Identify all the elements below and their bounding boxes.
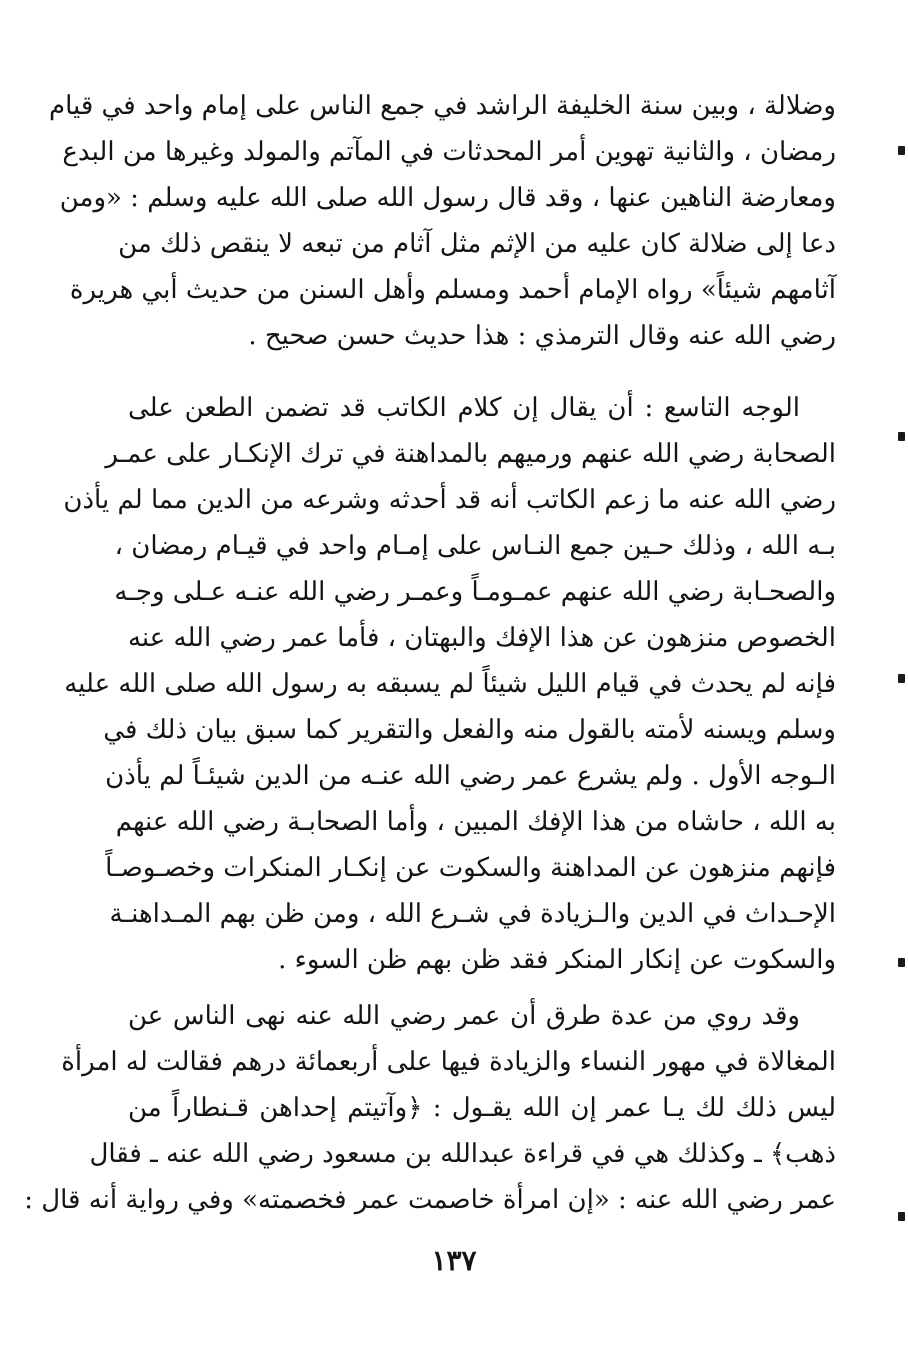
text-line: رمضان ، والثانية تهوين أمر المحدثات في المآتم والمولد وغيرها من البدع bbox=[62, 137, 836, 167]
text-line: فإنه لم يحدث في قيام الليل شيئاً لم يسبقه به رسول الله صلى الله عليه bbox=[64, 669, 836, 699]
text-line: الـوجه الأول . ولم يشرع عمر رضي الله عنـه من الدين شيئـاً لم يأذن bbox=[105, 761, 836, 791]
text-line: ليس ذلك لك يـا عمر إن الله يقـول : ﴿وآتيتم إحداهن قـنطاراً من bbox=[128, 1093, 836, 1123]
text-line: الوجه التاسع : أن يقال إن كلام الكاتب قد تضمن الطعن على bbox=[128, 393, 800, 423]
text-line: الإحـداث في الدين والـزيادة في شـرع الله ، ومن ظن بهم المـداهنـة bbox=[109, 899, 836, 929]
paragraph-2 bbox=[63, 386, 836, 986]
text-line: المغالاة في مهور النساء والزيادة فيها على أربعمائة درهم فقالت له امرأة bbox=[61, 1047, 836, 1077]
text-line: رضي الله عنه ما زعم الكاتب أنه قد أحدثه وشرعه من الدين مما لم يأذن bbox=[63, 485, 836, 515]
text-line: ذهب﴾ ـ وكذلك هي في قراءة عبدالله بن مسعود رضي الله عنه ـ فقال bbox=[89, 1139, 836, 1169]
text-line: فإنهم منزهون عن المداهنة والسكوت عن إنكـار المنكرات وخصـوصـاً bbox=[105, 853, 836, 883]
margin-mark bbox=[898, 1212, 905, 1221]
text-line: عمر رضي الله عنه : «إن امرأة خاصمت عمر فخصمته» وفي رواية أنه قال : bbox=[24, 1185, 836, 1215]
margin-mark bbox=[898, 674, 905, 683]
text-line: دعا إلى ضلالة كان عليه من الإثم مثل آثام من تبعه لا ينقص ذلك من bbox=[118, 229, 836, 259]
text-line: آثامهم شيئاً» رواه الإمام أحمد ومسلم وأهل السنن من حديث أبي هريرة bbox=[69, 275, 836, 305]
margin-mark bbox=[898, 958, 905, 967]
margin-mark bbox=[898, 432, 905, 441]
text-line: بـه الله ، وذلك حـين جمع النـاس على إمـام واحد في قيـام رمضان ، bbox=[114, 531, 836, 561]
text-line: وقد روي من عدة طرق أن عمر رضي الله عنه نهى الناس عن bbox=[128, 1001, 800, 1031]
paragraph-1 bbox=[48, 84, 836, 374]
text-line: الصحابة رضي الله عنهم ورميهم بالمداهنة في ترك الإنكـار على عمـر bbox=[105, 439, 836, 469]
text-line: وضلالة ، وبين سنة الخليفة الراشد في جمع الناس على إمام واحد في قيام bbox=[48, 91, 836, 121]
text-line: والسكوت عن إنكار المنكر فقد ظن بهم ظن السوء . bbox=[278, 945, 836, 975]
margin-mark bbox=[898, 146, 905, 155]
text-line: والصحـابة رضي الله عنهم عمـومـاً وعمـر رضي الله عنـه عـلى وجـه bbox=[114, 577, 836, 607]
text-line: وسلم ويسنه لأمته بالقول منه والفعل والتقرير كما سبق بيان ذلك في bbox=[103, 715, 836, 745]
page-number: ١٣٧ bbox=[431, 1244, 477, 1277]
text-line: ومعارضة الناهين عنها ، وقد قال رسول الله صلى الله عليه وسلم : «ومن bbox=[59, 183, 836, 213]
text-line: به الله ، حاشاه من هذا الإفك المبين ، وأما الصحابـة رضي الله عنهم bbox=[115, 807, 836, 837]
text-line: الخصوص منزهون عن هذا الإفك والبهتان ، فأما عمر رضي الله عنه bbox=[127, 623, 836, 653]
paragraph-3 bbox=[24, 994, 836, 1224]
text-line: رضي الله عنه وقال الترمذي : هذا حديث حسن صحيح . bbox=[248, 321, 836, 351]
